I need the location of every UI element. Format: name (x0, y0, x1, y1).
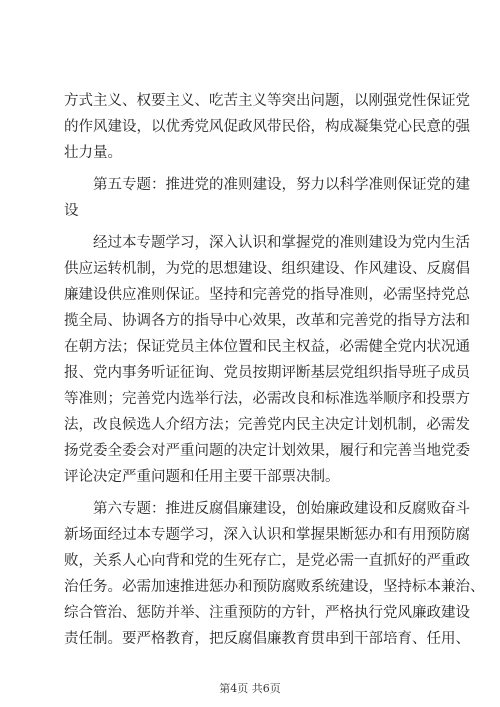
text-line: 设 (64, 203, 79, 219)
document-body (64, 88, 485, 652)
paragraph (64, 172, 470, 224)
text-line: 在朝方法；保证党员主体位置和民主权益，必需健全党内状况通 (64, 339, 470, 355)
paragraph (64, 88, 470, 166)
text-line: 第五专题：推进党的准则建设，努力以科学准则保证党的建 (64, 177, 470, 193)
text-line: 报、党内事务听证征询、党员按期评断基层党组织指导班子成员 (64, 365, 470, 381)
text-line: 综合管治、惩防并举、注重预防的方针，严格执行党风廉政建设 (64, 605, 470, 621)
text-line: 壮力量。 (64, 145, 122, 161)
text-line: 治任务。必需加速推进惩办和预防腐败系统建设，坚持标本兼治、 (64, 579, 485, 595)
text-line: 廉建设供应准则保证。坚持和完善党的指导准则，必需坚持党总 (64, 287, 470, 303)
text-line: 供应运转机制，为党的思想建设、组织建设、作风建设、反腐倡 (64, 261, 470, 277)
page-footer: 第4页 共6页 (219, 682, 281, 695)
text-line: 评论决定严重问题和任用主要干部票决制。 (64, 469, 340, 485)
paragraph (64, 230, 470, 490)
text-line: 法，改良候选人介绍方法；完善党内民主决定计划机制，必需发 (64, 417, 470, 433)
text-line: 新场面经过本专题学习，深入认识和掌握果断惩办和有用预防腐 (64, 527, 470, 543)
text-line: 扬党委全委会对严重问题的决定计划效果，履行和完善当地党委 (64, 443, 470, 459)
text-line: 的作风建设，以优秀党风促政风带民俗，构成凝集党心民意的强 (64, 119, 470, 135)
text-line: 经过本专题学习，深入认识和掌握党的准则建设为党内生活 (64, 235, 470, 251)
text-line: 责任制。要严格教育，把反腐倡廉教育贯串到干部培育、任用、 (64, 631, 470, 647)
text-line: 揽全局、协调各方的指导中心效果，改革和完善党的指导方法和 (64, 313, 470, 329)
text-line: 败，关系人心向背和党的生死存亡，是党必需一直抓好的严重政 (64, 553, 470, 569)
text-line: 等准则；完善党内选举行法，必需改良和标准选举顺序和投票方 (64, 391, 470, 407)
text-line: 第六专题：推进反腐倡廉建设，创始廉政建设和反腐败奋斗 (64, 501, 470, 517)
paragraph (64, 496, 485, 652)
text-line: 方式主义、权要主义、吃苦主义等突出问题，以刚强党性保证党 (64, 93, 470, 109)
